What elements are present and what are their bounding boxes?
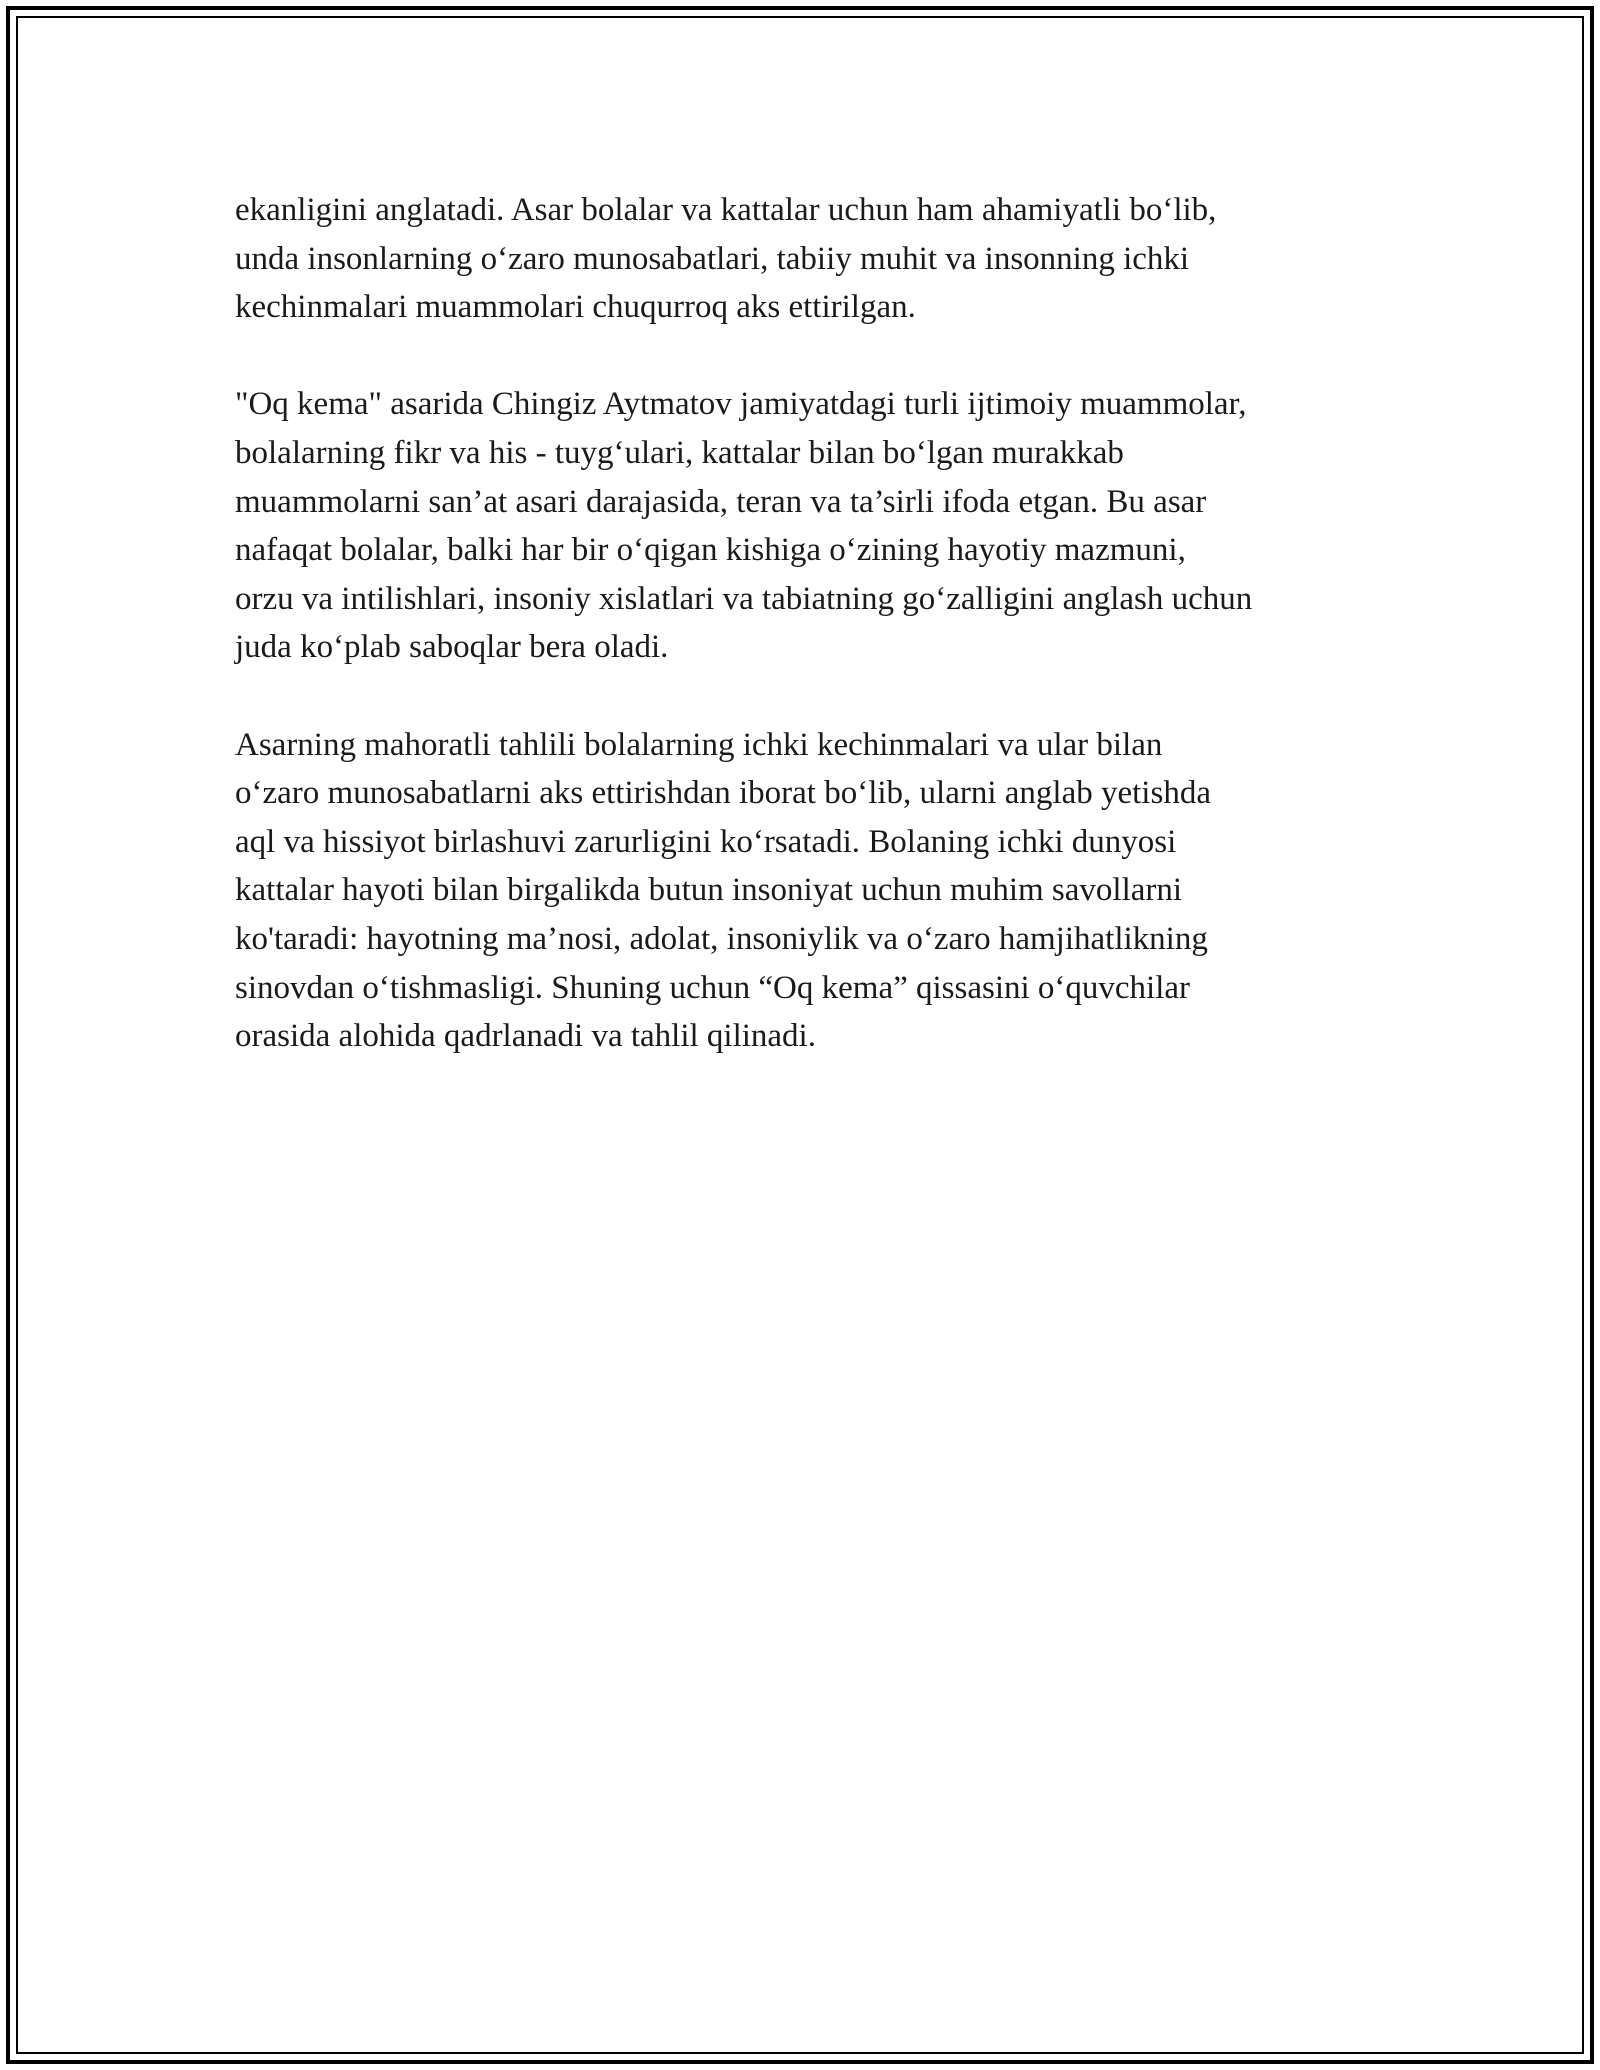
- text-line: o‘zaro munosabatlarni aks ettirishdan iborat bo‘lib, ularni anglab yetishda: [235, 775, 1211, 812]
- paragraph-3: [235, 721, 1385, 1061]
- text-line: unda insonlarning o‘zaro munosabatlari, tabiiy muhit va insonning ichki: [235, 240, 1190, 277]
- text-line: ko'taradi: hayotning ma’nosi, adolat, insoniylik va o‘zaro hamjihatlikning: [235, 920, 1208, 957]
- text-line: juda ko‘plab saboqlar bera oladi.: [235, 629, 669, 666]
- text-line: sinovdan o‘tishmasligi. Shuning uchun “Oq kema” qissasini o‘quvchilar: [235, 969, 1191, 1006]
- text-line: bolalarning fikr va his - tuyg‘ulari, kattalar bilan bo‘lgan murakkab: [235, 434, 1124, 471]
- text-line: ekanligini anglatadi. Asar bolalar va kattalar uchun ham ahamiyatli bo‘lib,: [235, 192, 1217, 228]
- text-line: kattalar hayoti bilan birgalikda butun insoniyat uchun muhim savollarni: [235, 872, 1183, 909]
- text-line: muammolarni san’at asari darajasida, teran va ta’sirli ifoda etgan. Bu asar: [235, 483, 1207, 520]
- text-line: orzu va intilishlari, insoniy xislatlari va tabiatning go‘zalligini anglash uchun: [235, 580, 1253, 617]
- document-body: [235, 186, 1385, 1109]
- text-line: "Oq kema" asarida Chingiz Aytmatov jamiyatdagi turli ijtimoiy muammolar,: [235, 386, 1247, 423]
- text-line: kechinmalari muammolari chuqurroq aks ettirilgan.: [235, 289, 916, 326]
- text-line: Asarning mahoratli tahlili bolalarning ichki kechinmalari va ular bilan: [235, 726, 1163, 763]
- paragraph-1: [235, 186, 1385, 332]
- text-line: nafaqat bolalar, balki har bir o‘qigan kishiga o‘zining hayotiy mazmuni,: [235, 532, 1186, 569]
- text-line: orasida alohida qadrlanadi va tahlil qilinadi.: [235, 1018, 816, 1055]
- paragraph-2: [235, 380, 1385, 672]
- text-line: aql va hissiyot birlashuvi zarurligini ko‘rsatadi. Bolaning ichki dunyosi: [235, 823, 1177, 860]
